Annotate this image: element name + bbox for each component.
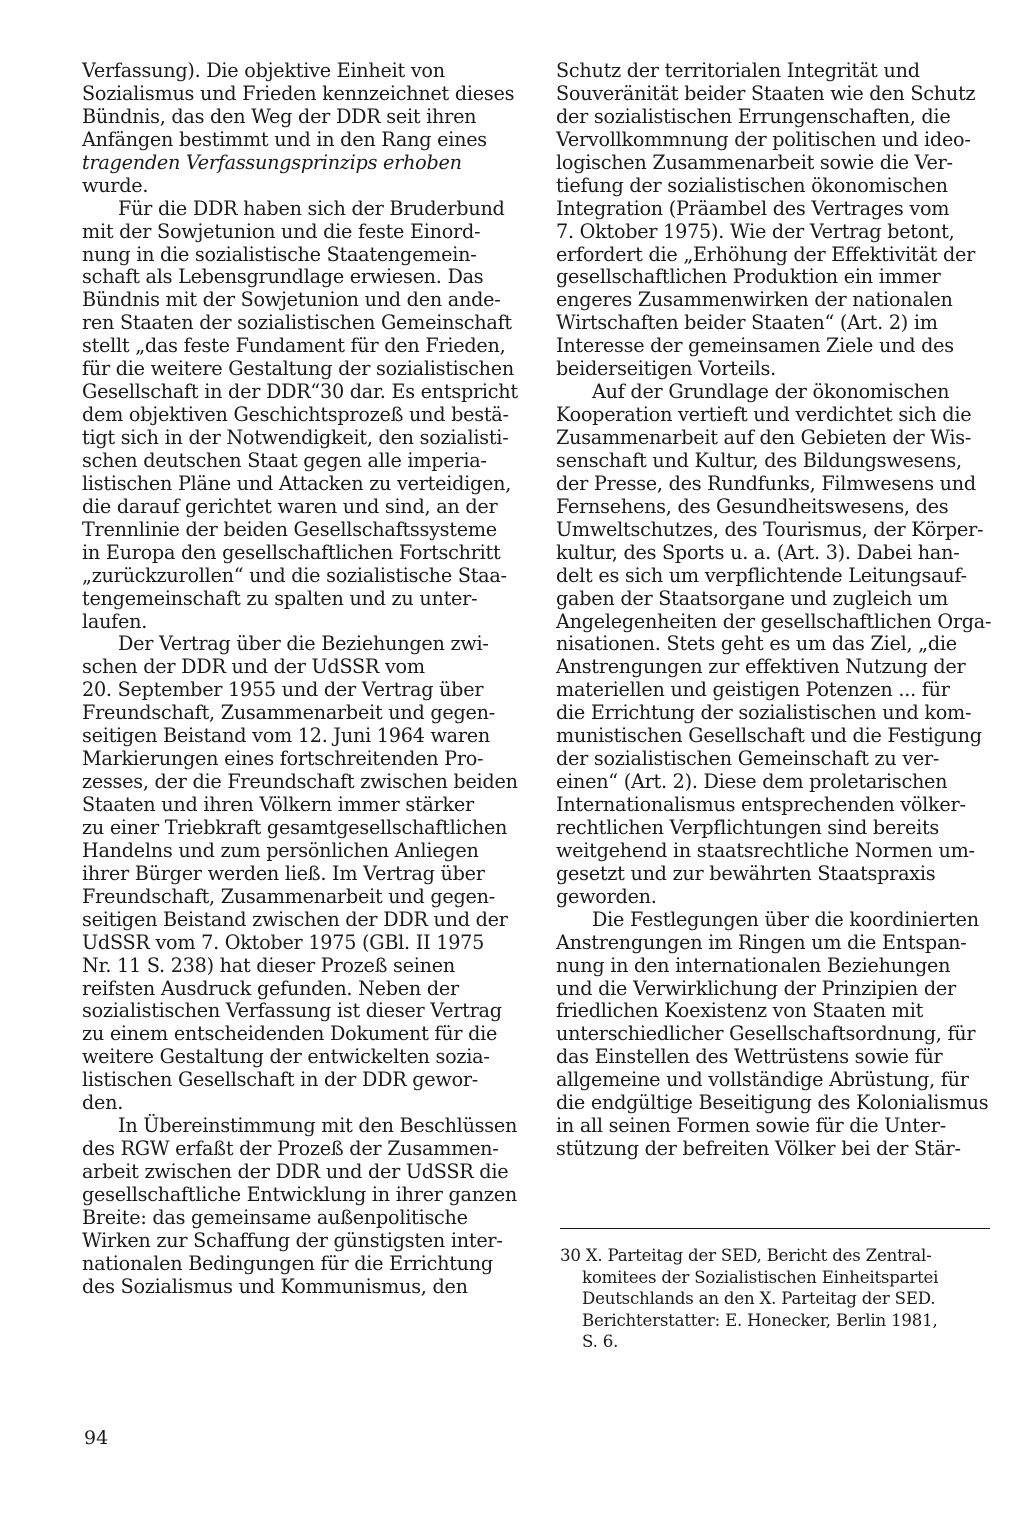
text-line: nationalen Bedingungen für die Errichtung — [82, 1251, 493, 1275]
text-line: listischen Gesellschaft in der DDR gewor- — [82, 1068, 479, 1092]
footnote-line: komitees der Sozialistischen Einheitspartei — [582, 1267, 939, 1287]
footnote-line: 30 X. Parteitag der SED, Bericht des Zentral- — [560, 1246, 932, 1265]
text-line: dem objektiven Geschichtsprozeß und bestä- — [82, 403, 509, 427]
text-line: Wirken zur Schaffung der günstigsten inter- — [82, 1228, 503, 1252]
text-line: senschaft und Kultur, des Bildungswesens, — [556, 448, 962, 472]
text-line: einen“ (Art. 2). Diese dem proletarischen — [556, 770, 948, 794]
text-line: nung in den internationalen Beziehungen — [556, 953, 951, 977]
text-line: für die weitere Gestaltung der sozialistischen — [82, 357, 514, 381]
text-line: in all seinen Formen sowie für die Unter- — [556, 1114, 946, 1138]
text-line: munistischen Gesellschaft und die Festigung — [556, 724, 982, 748]
text-line: Trennlinie der beiden Gesellschaftssysteme — [82, 517, 497, 541]
text-line: Schutz der territorialen Integrität und — [556, 59, 920, 82]
text-line: Integration (Präambel des Vertrages vom — [556, 196, 950, 220]
text-line: Vervollkommnung der politischen und ideo- — [556, 127, 971, 151]
text-line: listischen Pläne und Attacken zu verteidigen, — [82, 471, 512, 495]
text-line: Breite: das gemeinsame außenpolitische — [82, 1205, 468, 1229]
text-line: Internationalismus entsprechenden völker- — [556, 793, 966, 816]
text-line: Fernsehens, des Gesundheitswesens, des — [556, 494, 949, 518]
text-line: der Presse, des Rundfunks, Filmwesens und — [556, 471, 976, 495]
text-line: der sozialistischen Errungenschaften, die — [556, 104, 951, 128]
text-line: in Europa den gesellschaftlichen Fortschritt — [82, 540, 501, 564]
text-line: geworden. — [556, 884, 657, 908]
text-line: des Sozialismus und Kommunismus, den — [82, 1274, 468, 1298]
text-line: Die Festlegungen über die koordinierten — [592, 907, 979, 931]
text-line: die darauf gerichtet waren und sind, an der — [82, 494, 498, 518]
text-line: mit der Sowjetunion und die feste Einord- — [82, 219, 481, 243]
text-line: delt es sich um verpflichtende Leitungsauf- — [556, 563, 967, 587]
text-line: die Errichtung der sozialistischen und kom- — [556, 701, 972, 725]
text-line: Handelns und zum persönlichen Anliegen — [82, 838, 479, 862]
text-line: logischen Zusammenarbeit sowie die Ver- — [556, 150, 953, 174]
text-line: Souveränität beider Staaten wie den Schutz — [556, 81, 976, 105]
footnote-divider — [560, 1228, 990, 1229]
text-line: die endgültige Beseitigung des Kolonialismus — [556, 1091, 989, 1115]
text-line: engeres Zusammenwirken der nationalen — [556, 288, 953, 312]
text-line: 20. September 1955 und der Vertrag über — [82, 678, 484, 702]
text-line: laufen. — [82, 609, 148, 633]
text-line: stellt „das feste Fundament für den Frieden, — [82, 334, 506, 358]
text-line: friedlichen Koexistenz von Staaten mit — [556, 999, 924, 1023]
text-line: gesetzt und zur bewährten Staatspraxis — [556, 861, 936, 885]
text-line: allgemeine und vollständige Abrüstung, für — [556, 1068, 969, 1092]
text-line: gaben der Staatsorgane und zugleich um — [556, 586, 949, 610]
text-line: zu einer Triebkraft gesamtgesellschaftlichen — [82, 815, 508, 839]
text-line: Staaten und ihren Völkern immer stärker — [82, 793, 474, 816]
text-line: des RGW erfaßt der Prozeß der Zusammen- — [82, 1137, 499, 1161]
text-line: gesellschaftlichen Produktion ein immer — [556, 265, 941, 289]
text-line: stützung der befreiten Völker bei der Stär- — [556, 1137, 961, 1161]
text-line: weitgehend in staatsrechtliche Normen um- — [556, 838, 975, 862]
text-line: Nr. 11 S. 238) hat dieser Prozeß seinen — [82, 953, 455, 977]
text-line: tiefung der sozialistischen ökonomischen — [556, 173, 948, 197]
text-line: Bündnis, das den Weg der DDR seit ihren — [82, 104, 477, 128]
text-line: der sozialistischen Gemeinschaft zu ver- — [556, 747, 940, 771]
text-line: Gesellschaft in der DDR“30 dar. Es entspricht — [82, 380, 518, 404]
text-line: schaft als Lebensgrundlage erwiesen. Das — [82, 265, 484, 289]
text-line: seitigen Beistand zwischen der DDR und der — [82, 907, 508, 931]
text-line: Wirtschaften beider Staaten“ (Art. 2) im — [556, 311, 938, 335]
text-line: sozialistischen Verfassung ist dieser Vertrag — [82, 999, 502, 1023]
text-line: Freundschaft, Zusammenarbeit und gegen- — [82, 701, 495, 725]
text-line: schen deutschen Staat gegen alle imperia- — [82, 448, 487, 472]
text-line: zu einem entscheidenden Dokument für die — [82, 1022, 498, 1046]
text-line: nisationen. Stets geht es um das Ziel, „die — [556, 632, 957, 656]
text-line: rechtlichen Verpflichtungen sind bereits — [556, 815, 940, 839]
page-number: 94 — [84, 1427, 109, 1449]
footnote-line: Berichterstatter: E. Honecker, Berlin 1981, — [582, 1310, 938, 1330]
right-column — [556, 59, 992, 1161]
text-line: reifsten Ausdruck gefunden. Neben der — [82, 976, 459, 1000]
text-line: materiellen und geistigen Potenzen ... für — [556, 678, 950, 702]
text-line: In Übereinstimmung mit den Beschlüssen — [118, 1114, 518, 1138]
text-line: unterschiedlicher Gesellschaftsordnung, für — [556, 1022, 976, 1046]
text-line: beiderseitigen Vorteils. — [556, 357, 776, 381]
text-line: tigt sich in der Notwendigkeit, den sozialisti- — [82, 426, 509, 449]
text-line: Markierungen eines fortschreitenden Pro- — [82, 747, 484, 771]
text-line: zesses, der die Freundschaft zwischen beiden — [82, 770, 518, 794]
footnote-line: S. 6. — [582, 1332, 619, 1351]
text-line: gesellschaftliche Entwicklung in ihrer ganzen — [82, 1182, 517, 1206]
text-line: den. — [82, 1091, 124, 1115]
text-line: Verfassung). Die objektive Einheit von — [82, 59, 445, 82]
text-line: Anstrengungen im Ringen um die Entspan- — [556, 930, 967, 954]
text-line: Freundschaft, Zusammenarbeit und gegen- — [82, 884, 495, 908]
text-line: wurde. — [82, 173, 149, 197]
text-line: Sozialismus und Frieden kennzeichnet dieses — [82, 81, 515, 105]
text-line: nung in die sozialistische Staatengemein- — [82, 242, 477, 266]
footnote-line: Deutschlands an den X. Parteitag der SED. — [582, 1289, 936, 1308]
text-line: schen der DDR und der UdSSR vom — [82, 655, 425, 679]
text-line: „zurückzurollen“ und die sozialistische Staa- — [82, 563, 507, 587]
text-line: tragenden Verfassungsprinzips erhoben — [82, 150, 462, 174]
text-line: Anfängen bestimmt und in den Rang eines — [82, 127, 487, 151]
text-line: ihrer Bürger werden ließ. Im Vertrag über — [82, 861, 485, 885]
text-line: arbeit zwischen der DDR und der UdSSR die — [82, 1160, 509, 1183]
text-line: Für die DDR haben sich der Bruderbund — [118, 196, 505, 220]
text-line: weitere Gestaltung der entwickelten sozia- — [82, 1045, 490, 1069]
text-line: Auf der Grundlage der ökonomischen — [592, 380, 950, 404]
text-line: Kooperation vertieft und verdichtet sich die — [556, 403, 972, 427]
left-column — [82, 60, 520, 1299]
text-line: und die Verwirklichung der Prinzipien der — [556, 976, 956, 1000]
text-line: Zusammenarbeit auf den Gebieten der Wis- — [556, 426, 972, 449]
text-line: ren Staaten der sozialistischen Gemeinschaft — [82, 311, 512, 335]
text-line: Umweltschutzes, des Tourismus, der Körper- — [556, 517, 984, 541]
text-line: Interesse der gemeinsamen Ziele und des — [556, 334, 954, 358]
footnote — [560, 1245, 992, 1353]
text-line: tengemeinschaft zu spalten und zu unter- — [82, 586, 478, 610]
text-line: kultur, des Sports u. a. (Art. 3). Dabei han- — [556, 540, 960, 564]
text-line: erfordert die „Erhöhung der Effektivität der — [556, 242, 976, 266]
text-line: Angelegenheiten der gesellschaftlichen Orga- — [556, 609, 992, 633]
text-line: seitigen Beistand vom 12. Juni 1964 waren — [82, 724, 490, 748]
text-line: Der Vertrag über die Beziehungen zwi- — [118, 632, 489, 656]
text-line: das Einstellen des Wettrüstens sowie für — [556, 1045, 943, 1069]
text-line: 7. Oktober 1975). Wie der Vertrag betont, — [556, 219, 955, 243]
text-line: Anstrengungen zur effektiven Nutzung der — [556, 655, 966, 679]
text-line: Bündnis mit der Sowjetunion und den ande- — [82, 288, 501, 312]
text-line: UdSSR vom 7. Oktober 1975 (GBl. II 1975 — [82, 930, 485, 954]
